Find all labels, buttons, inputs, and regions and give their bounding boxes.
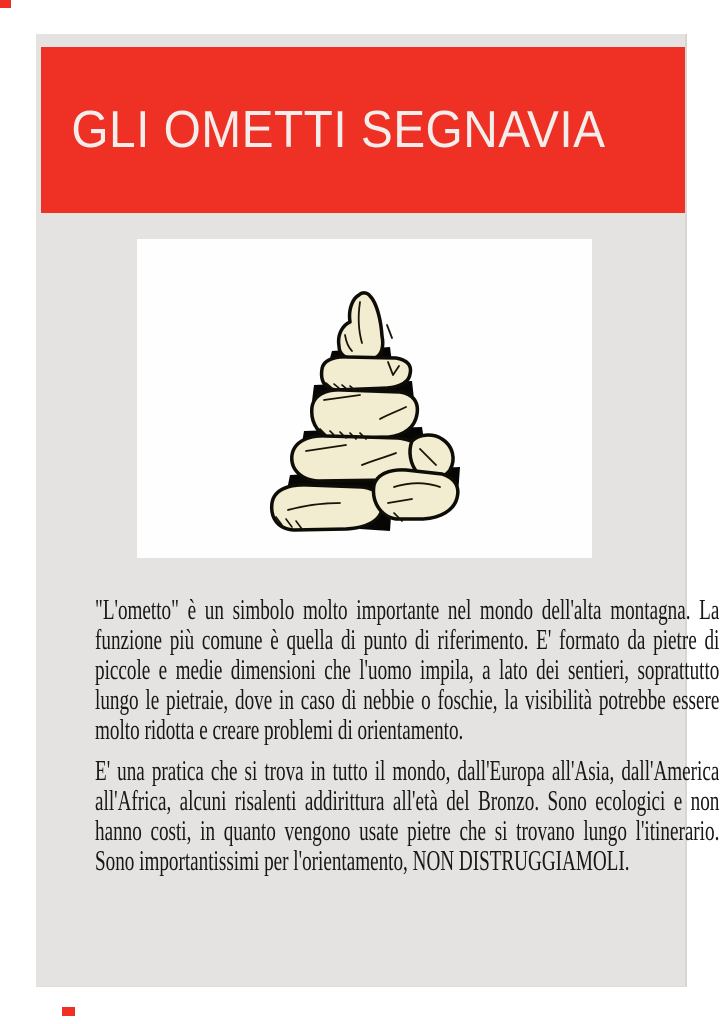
stone-cairn-icon [262, 289, 464, 545]
title-banner [41, 47, 685, 213]
text-line: E' una pratica che si trova in tutto il mondo, dall'Europa all'Asia, dall'America [95, 755, 720, 787]
text-line: piccole e medie dimensioni che l'uomo impila, a lato dei sentieri, soprattutto [95, 654, 720, 686]
text-line: funzione più comune è quella di punto di riferimento. E' formato da pietre di [95, 624, 720, 656]
text-line: molto ridotta e creare problemi di orientamento. [95, 714, 464, 746]
text-line: "L'ometto" è un simbolo molto importante nel mondo dell'alta montagna. La [95, 594, 720, 626]
gray-sheet [36, 34, 720, 987]
body-text-inner [95, 595, 719, 876]
illustration-box [137, 239, 592, 558]
page-title: GLI OMETTI SEGNAVIA [71, 101, 606, 159]
paragraph-2 [95, 756, 719, 876]
text-line: all'Africa, alcuni risalenti addirittura all'età del Bronzo. Sono ecologici e non [95, 785, 720, 817]
body-text [95, 595, 719, 876]
cairn-stones [272, 293, 458, 530]
text-line: lungo le pietraie, dove in caso di nebbie o foschie, la visibilità potrebbe essere [95, 684, 720, 716]
red-crop-mark-bottom [62, 1007, 75, 1016]
text-line: hanno costi, in quanto vengono usate pietre che si trovano lungo l'itinerario. [95, 815, 720, 847]
paragraph-1 [95, 595, 719, 745]
red-crop-mark-top [0, 0, 11, 8]
text-line: Sono importantissimi per l'orientamento, NON DISTRUGGIAMOLI. [95, 845, 630, 877]
